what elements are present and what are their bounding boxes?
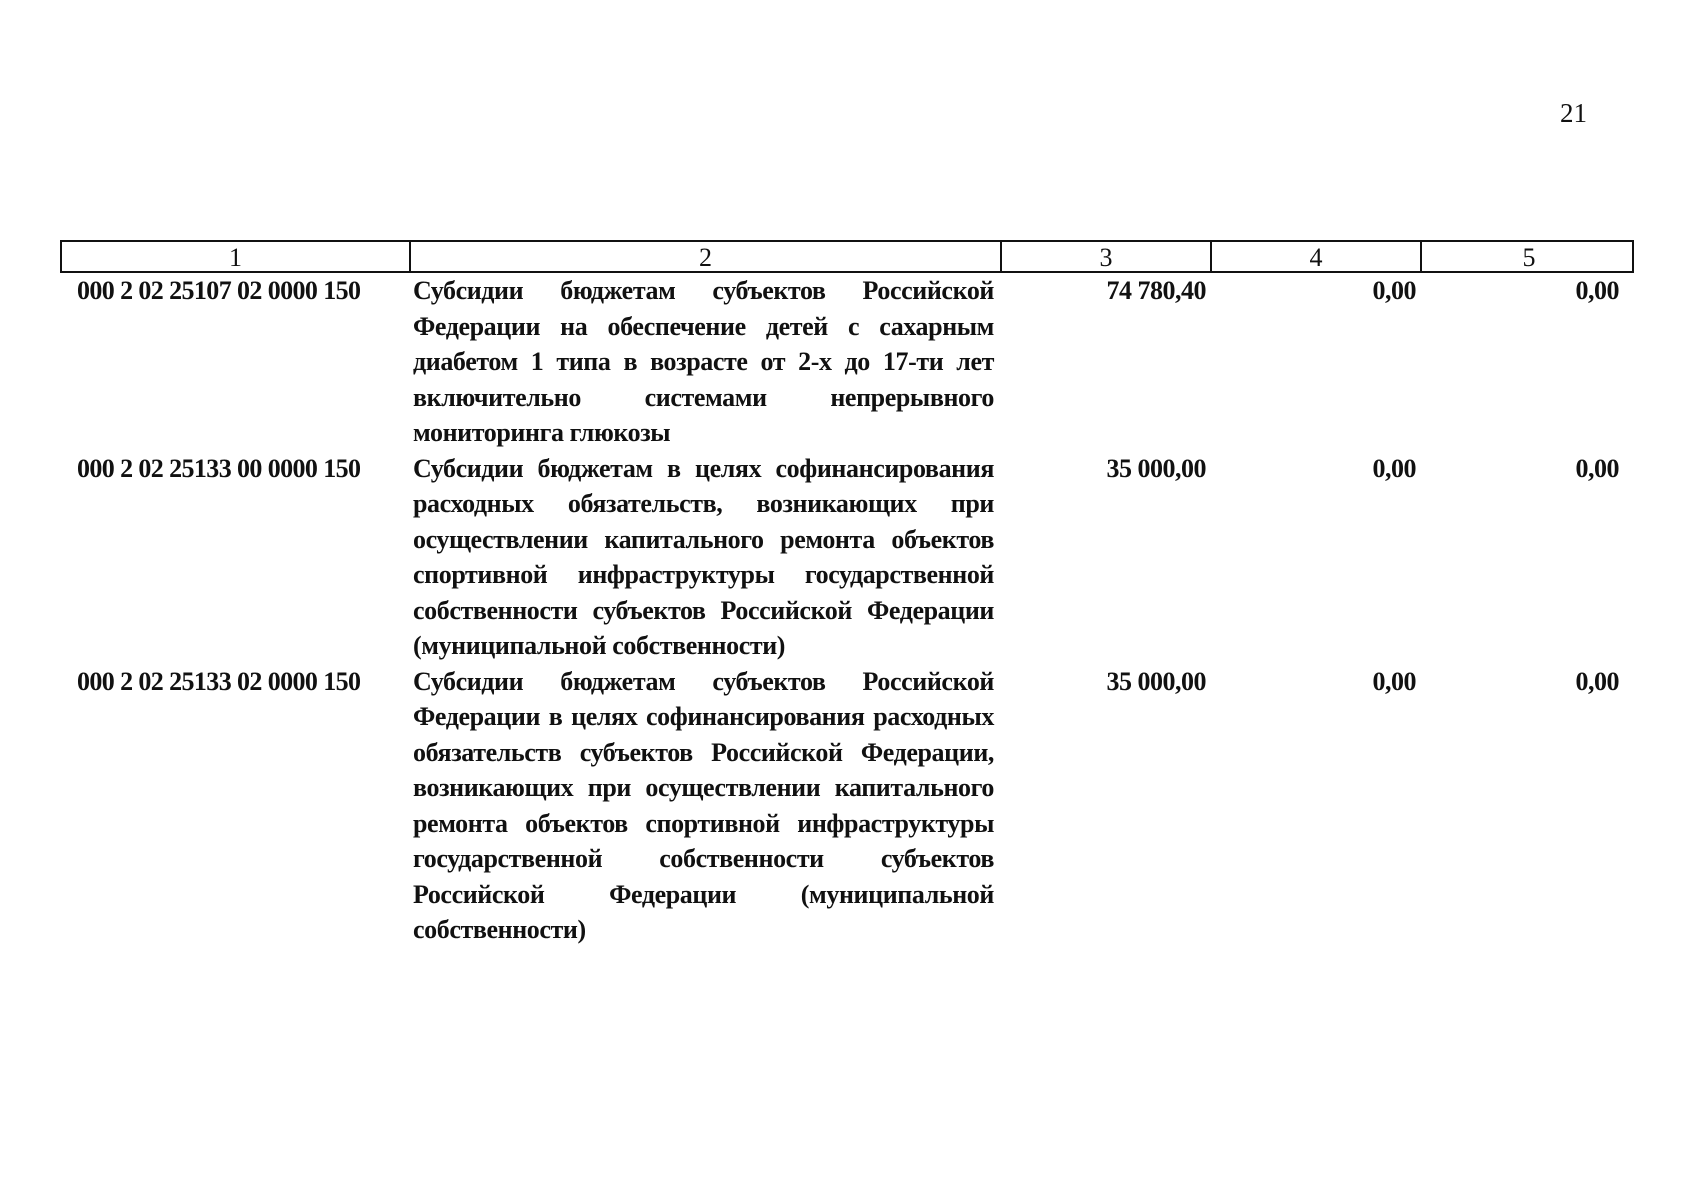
amount-col-3: 35 000,00 <box>1106 666 1206 696</box>
amount-col-5: 0,00 <box>1575 453 1619 483</box>
amount-col-3: 74 780,40 <box>1106 276 1206 305</box>
table-row <box>60 273 1634 451</box>
table-row <box>60 451 1634 664</box>
column-header-2: 2 <box>409 242 1000 273</box>
column-header-5: 5 <box>1420 242 1636 273</box>
amount-col-4: 0,00 <box>1372 276 1416 305</box>
amount-col-4: 0,00 <box>1372 666 1416 696</box>
amount-col-3: 35 000,00 <box>1106 453 1206 483</box>
column-header-1: 1 <box>229 243 242 272</box>
subsidy-description: Субсидии бюджетам в целях софинансирования расходных обязательств, возникающих при осуществлении капитального ремонта объектов спортивной инфраструктуры государственной собственности субъектов Российской Федерации (муниципальной собственности) <box>413 453 994 660</box>
budget-table <box>60 240 1634 948</box>
amount-col-4: 0,00 <box>1372 453 1416 483</box>
amount-col-5: 0,00 <box>1575 276 1619 305</box>
budget-code: 000 2 02 25107 02 0000 150 <box>77 276 361 305</box>
budget-code: 000 2 02 25133 02 0000 150 <box>77 666 361 696</box>
page-number: 21 <box>1560 98 1587 128</box>
column-header-4: 4 <box>1210 242 1420 273</box>
table-row <box>60 664 1634 948</box>
table-header-row <box>60 240 1634 273</box>
column-header-3: 3 <box>1000 242 1210 273</box>
subsidy-description: Субсидии бюджетам субъектов Российской Федерации на обеспечение детей с сахарным диабетом 1 типа в возрасте от 2-х до 17-ти лет включительно системами непрерывного мониторинга глюкозы <box>413 276 994 447</box>
amount-col-5: 0,00 <box>1575 666 1619 696</box>
subsidy-description: Субсидии бюджетам субъектов Российской Федерации в целях софинансирования расходных обязательств субъектов Российской Федерации, возникающих при осуществлении капитального ремонта объектов спортивной инфраструктуры государственной собственности субъектов Российской Федерации (муниципальной собственности) <box>413 666 994 944</box>
budget-code: 000 2 02 25133 00 0000 150 <box>77 453 361 483</box>
